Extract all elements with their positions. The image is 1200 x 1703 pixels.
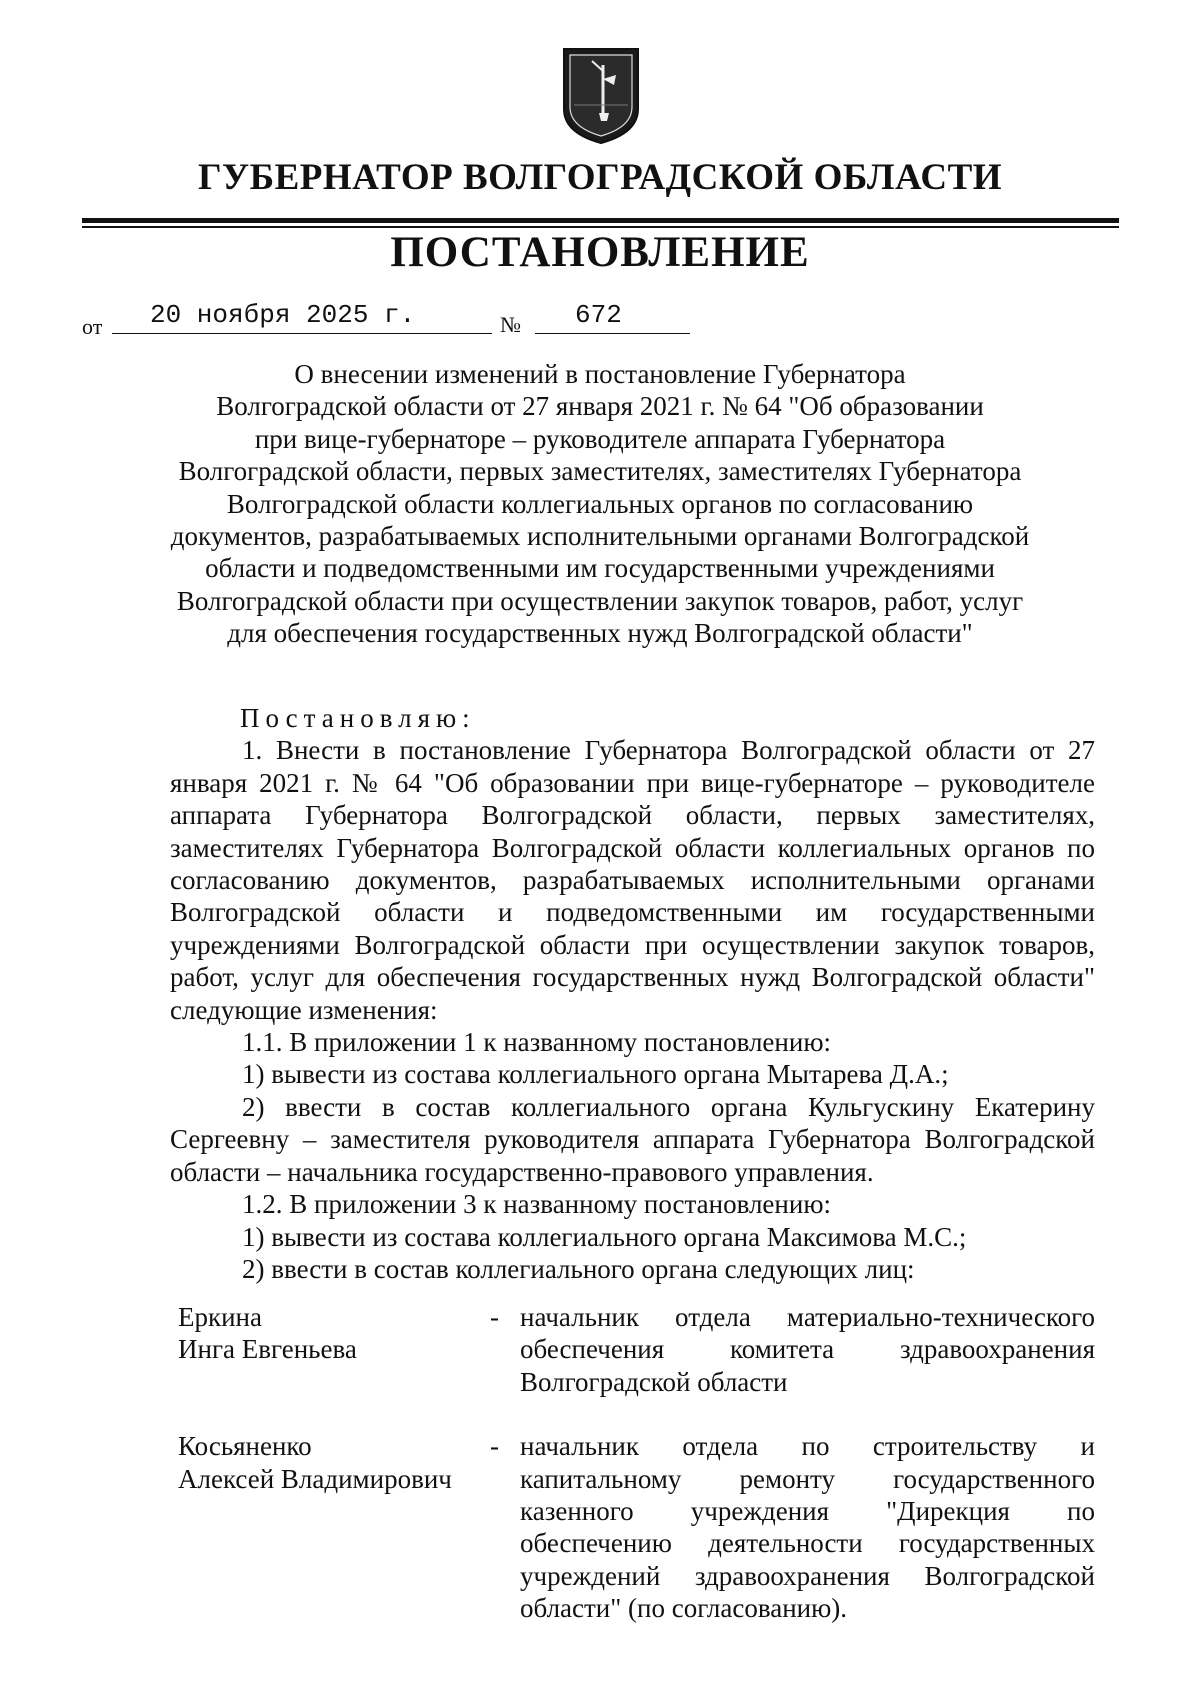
number-prefix: №: [500, 312, 521, 337]
document-body: [170, 702, 1095, 1285]
organization-title: ГУБЕРНАТОР ВОЛГОГРАДСКОЙ ОБЛАСТИ: [197, 157, 1003, 198]
member-role: начальник отдела по строительству и капитальному ремонту государственного казенного учреждения "Дирекция по обеспечению деятельности государственных учреждений здравоохранения Волгоградской области" (по согласованию).: [520, 1431, 1095, 1624]
member-surname: Косьяненко: [178, 1431, 312, 1462]
member-dash: -: [490, 1431, 499, 1462]
subject-line: при вице-губернаторе – руководителе аппарата Губернатора: [254, 423, 946, 454]
paragraph-item-1-2: 1.2. В приложении 3 к названному постановлению:: [242, 1189, 831, 1220]
subject-line: документов, разрабатываемых исполнительными органами Волгоградской: [170, 521, 1030, 552]
date-prefix: от: [82, 314, 103, 339]
document-type: ПОСТАНОВЛЕНИЕ: [390, 229, 810, 276]
volgograd-coat-of-arms-icon: [562, 47, 640, 145]
paragraph-item-1-2-1: 1) вывести из состава коллегиального органа Максимова М.С.;: [242, 1221, 967, 1252]
paragraph-item-1: 1. Внести в постановление Губернатора Волгоградской области от 27 января 2021 г. № 64 "Об образовании при вице-губернаторе – руководителе аппарата Губернатора Волгоградской области, первых заместителях, заместителях Губернатора Волгоградской области коллегиальных органов по согласованию документов, разрабатываемых исполнительными органами Волгоградской области и подведомственными им государственными учреждениями Волгоградской области при осуществлении закупок товаров, работ, услуг для обеспечения государственных нужд Волгоградской области" следующие изменения:: [170, 735, 1095, 1025]
subject-line: Волгоградской области коллегиальных органов по согласованию: [226, 488, 974, 519]
member-name: [178, 1430, 478, 1495]
header-divider: [82, 218, 1119, 223]
member-given-names: Алексей Владимирович: [178, 1463, 452, 1494]
paragraph-item-1-1-1: 1) вывести из состава коллегиального органа Мытарева Д.А.;: [242, 1059, 949, 1090]
number-underline: [535, 333, 690, 334]
paragraph-item-1-1-2: 2) ввести в состав коллегиального органа Кульгускину Екатерину Сергеевну – заместителя руководителя аппарата Губернатора Волгоградской области – начальника государственно-правового управления.: [170, 1091, 1095, 1187]
paragraph-item-1-1: 1.1. В приложении 1 к названному постановлению:: [242, 1027, 831, 1058]
date-underline: [112, 333, 492, 334]
member-dash: -: [490, 1302, 499, 1332]
subject-line: для обеспечения государственных нужд Волгоградской области": [227, 618, 973, 649]
document-number: 672: [575, 300, 622, 330]
subject-line: области и подведомственными им государственными учреждениями: [205, 553, 995, 584]
decree-word: Постановляю:: [240, 703, 476, 733]
member-name: [178, 1301, 478, 1366]
document-subject: [160, 358, 1040, 650]
member-surname: Еркина: [178, 1302, 262, 1332]
document-date: 20 ноября 2025 г.: [150, 300, 416, 330]
subject-line: О внесении изменений в постановление Губернатора: [294, 359, 906, 389]
member-role: начальник отдела материально-технического обеспечения комитета здравоохранения Волгоградской области: [520, 1302, 1095, 1397]
subject-line: Волгоградской области, первых заместителях, заместителях Губернатора: [178, 456, 1022, 487]
member-given-names: Инга Евгеньева: [178, 1334, 357, 1365]
members-list: [178, 1301, 1095, 1625]
member-entry: [178, 1430, 1095, 1624]
subject-line: Волгоградской области при осуществлении закупок товаров, работ, услуг: [176, 585, 1024, 616]
paragraph-item-1-2-2: 2) ввести в состав коллегиального органа следующих лиц:: [242, 1253, 915, 1284]
subject-line: Волгоградской области от 27 января 2021 г. № 64 "Об образовании: [216, 391, 984, 422]
member-entry: [178, 1301, 1095, 1398]
